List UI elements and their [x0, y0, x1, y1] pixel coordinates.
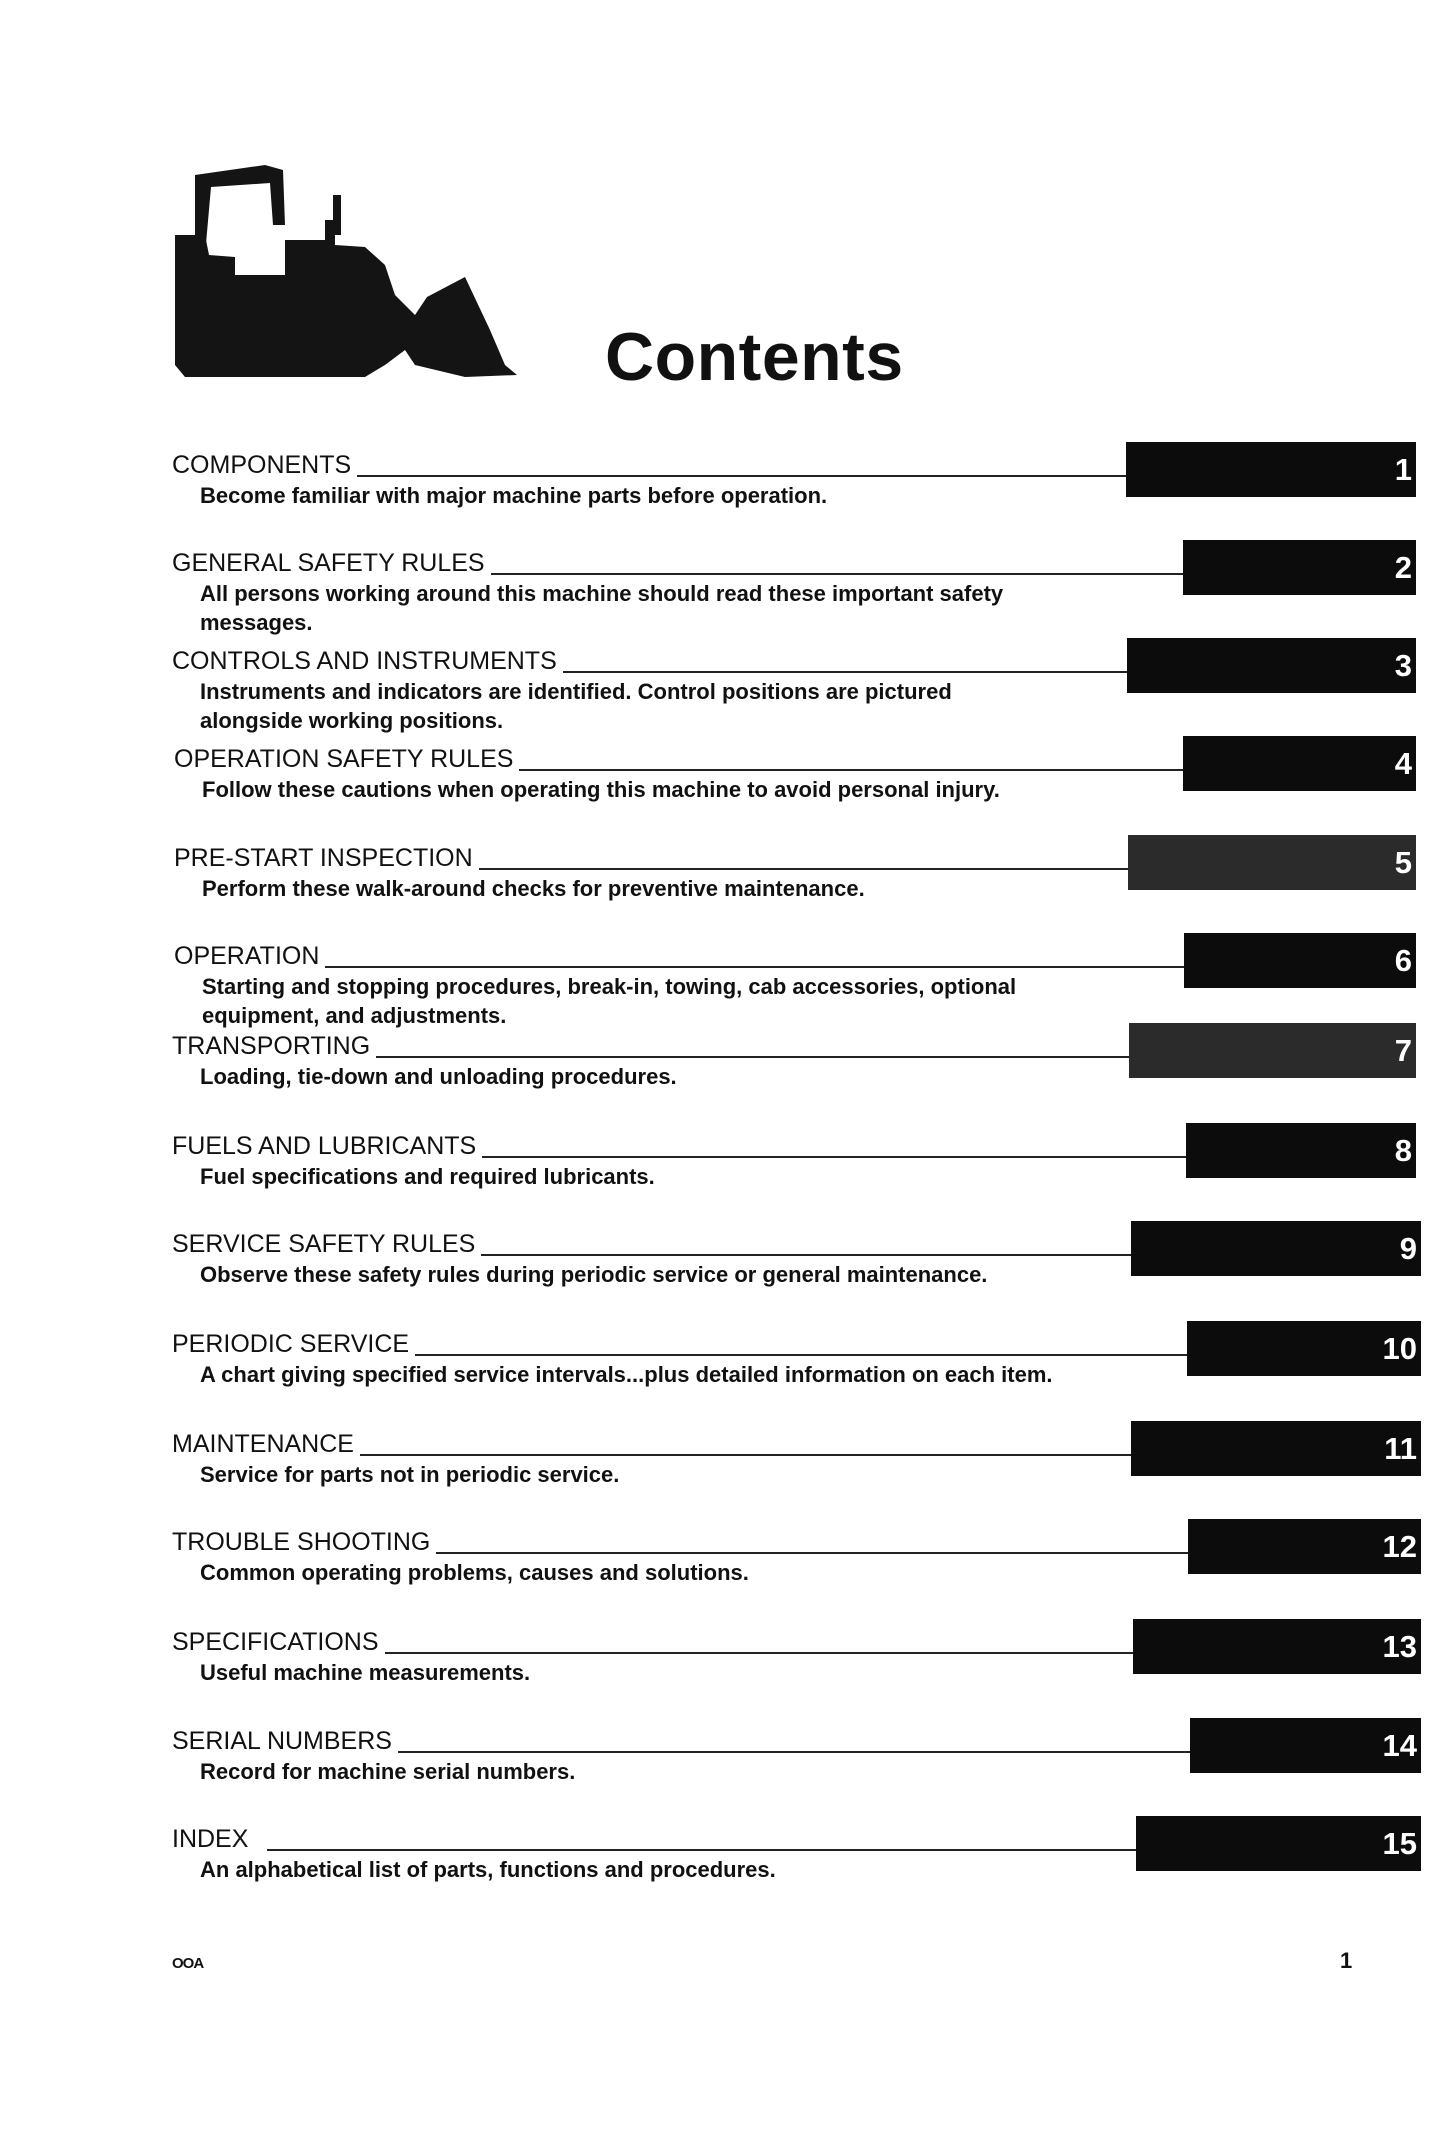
section-heading: OPERATION SAFETY RULES — [174, 744, 519, 774]
section-heading: COMPONENTS — [172, 450, 357, 480]
section-heading: SERIAL NUMBERS — [172, 1726, 398, 1756]
section-heading: TRANSPORTING — [172, 1031, 376, 1061]
section-heading: TROUBLE SHOOTING — [172, 1527, 436, 1557]
section-description: Observe these safety rules during periodic service or general maintenance. — [200, 1262, 988, 1287]
section-description: An alphabetical list of parts, functions and procedures. — [200, 1857, 776, 1882]
section-tab: 3 — [1127, 638, 1416, 693]
section-heading: CONTROLS AND INSTRUMENTS — [172, 646, 563, 676]
section-tab: 4 — [1183, 736, 1416, 791]
leader-line — [472, 868, 1128, 870]
footer-code: OOA — [172, 1955, 204, 1972]
section-tab: 15 — [1136, 1816, 1421, 1871]
leader-line — [542, 671, 1127, 673]
section-tab: 13 — [1133, 1619, 1421, 1674]
section-heading: PERIODIC SERVICE — [172, 1329, 415, 1359]
section-description: Common operating problems, causes and solutions. — [200, 1560, 749, 1585]
section-heading: PRE-START INSPECTION — [174, 843, 479, 873]
section-description: Follow these cautions when operating this machine to avoid personal injury. — [202, 777, 1000, 802]
leader-line — [403, 1354, 1187, 1356]
leader-line — [472, 1254, 1131, 1256]
section-tab: 9 — [1131, 1221, 1421, 1276]
section-heading: OPERATION — [174, 941, 325, 971]
section-description: Perform these walk-around checks for preventive maintenance. — [202, 876, 865, 901]
section-description: Useful machine measurements. — [200, 1660, 531, 1685]
leader-line — [357, 475, 1126, 477]
section-heading: FUELS AND LUBRICANTS — [172, 1131, 482, 1161]
section-description: Record for machine serial numbers. — [200, 1759, 576, 1784]
leader-line — [316, 966, 1184, 968]
section-tab: 7 — [1129, 1023, 1416, 1078]
loader-machine-silhouette-icon — [165, 165, 525, 387]
section-description: Service for parts not in periodic service. — [200, 1462, 620, 1487]
section-tab: 5 — [1128, 835, 1416, 890]
leader-line — [470, 1156, 1186, 1158]
section-description: Fuel specifications and required lubricants. — [200, 1164, 655, 1189]
leader-line — [357, 1056, 1129, 1058]
section-tab: 8 — [1186, 1123, 1416, 1178]
section-tab: 14 — [1190, 1718, 1421, 1773]
leader-line — [497, 769, 1183, 771]
section-tab: 6 — [1184, 933, 1416, 988]
section-description: All persons working around this machine should read these important safety messages. — [200, 581, 1004, 635]
page-number: 1 — [1340, 1948, 1353, 1973]
section-heading: INDEX — [172, 1824, 254, 1854]
section-tab: 2 — [1183, 540, 1416, 595]
section-tab: 11 — [1131, 1421, 1421, 1476]
leader-line — [427, 1552, 1188, 1554]
section-description: Become familiar with major machine parts before operation. — [200, 483, 828, 508]
section-tab: 10 — [1187, 1321, 1421, 1376]
section-description: Starting and stopping procedures, break-in, towing, cab accessories, optional equipment, and adjustments. — [202, 974, 1017, 1028]
leader-line — [382, 1652, 1133, 1654]
section-description: Instruments and indicators are identified. Control positions are pictured alongside working positions. — [200, 679, 952, 733]
section-tab: 1 — [1126, 442, 1416, 497]
page-title: Contents — [605, 319, 904, 395]
section-heading: SERVICE SAFETY RULES — [172, 1229, 481, 1259]
leader-line — [267, 1849, 1136, 1851]
section-description: A chart giving specified service intervals...plus detailed information on each item. — [200, 1362, 1053, 1387]
section-heading: GENERAL SAFETY RULES — [172, 548, 491, 578]
section-heading: MAINTENANCE — [172, 1429, 360, 1459]
leader-line — [357, 1454, 1131, 1456]
leader-line — [472, 573, 1183, 575]
section-tab: 12 — [1188, 1519, 1421, 1574]
section-heading: SPECIFICATIONS — [172, 1627, 385, 1657]
section-description: Loading, tie-down and unloading procedures. — [200, 1064, 677, 1089]
leader-line — [382, 1751, 1190, 1753]
